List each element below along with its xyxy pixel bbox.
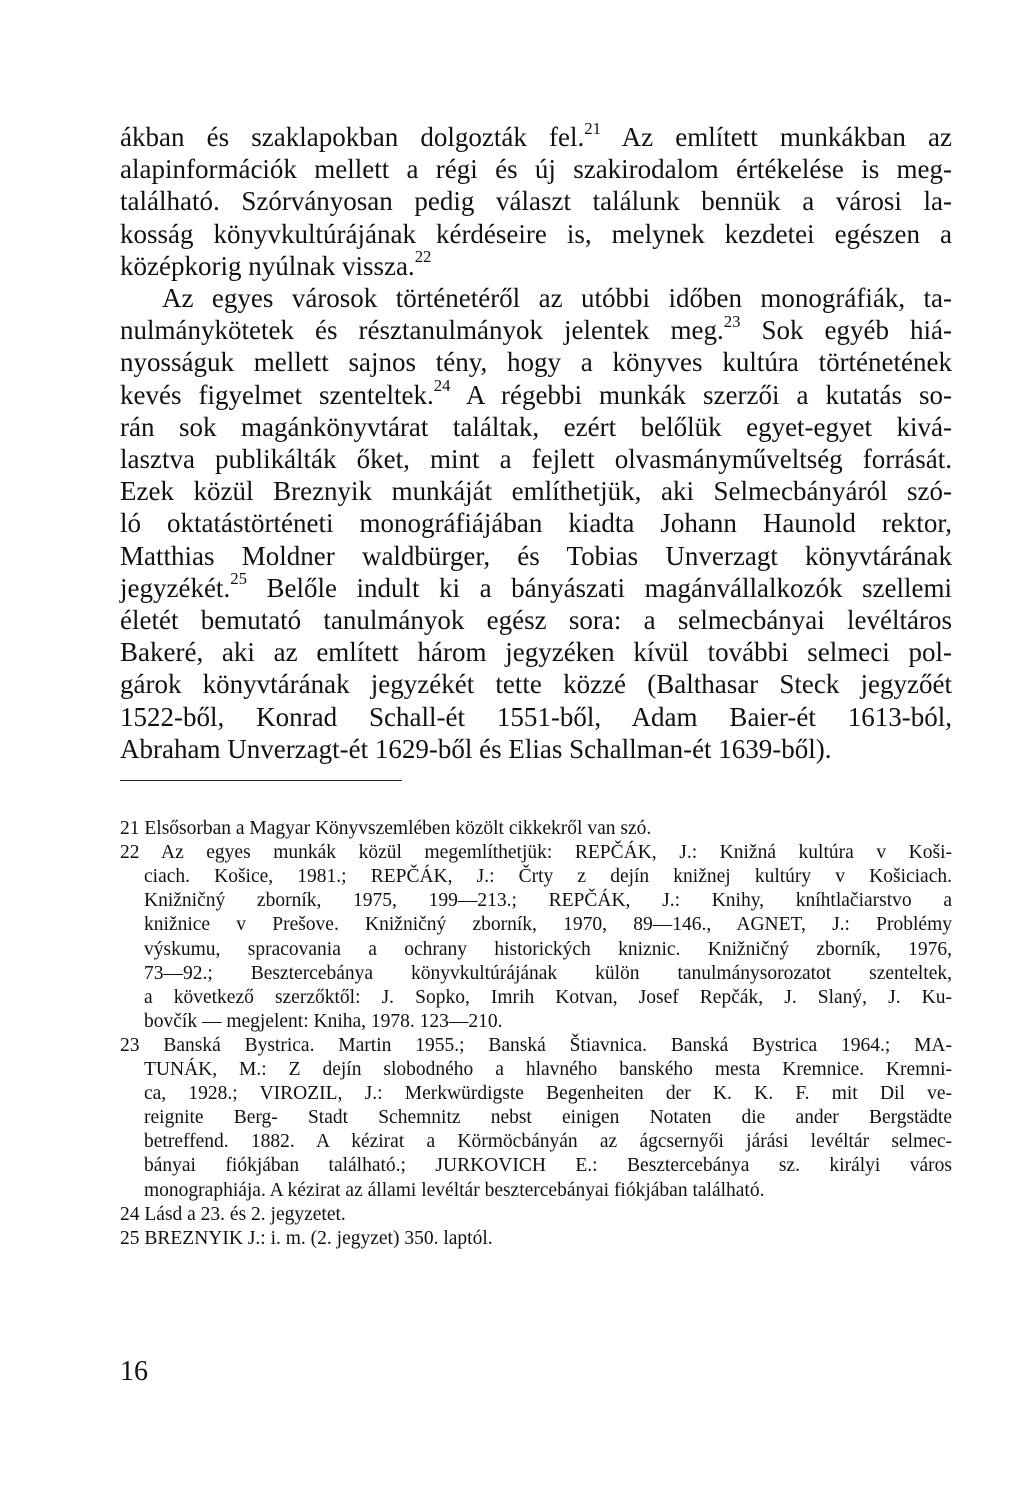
body-line-text: nyosságuk mellett sajnos tény, hogy a könyves kultúra történetének <box>120 347 952 378</box>
body-line <box>120 311 952 346</box>
body-line <box>120 668 952 700</box>
body-line <box>120 185 952 217</box>
footnote-reference: 22 <box>414 247 432 267</box>
footnote-line: knižnice v Prešove. Knižničný zborník, 1970, 89—146., AGNET, J.: Problémy <box>144 914 952 936</box>
footnote-line: výskumu, spracovania a ochrany historických kniznic. Knižničný zborník, 1976, <box>144 938 952 960</box>
body-line-text: Az egyes városok történetéről az utóbbi időben monográfiák, ta- <box>162 283 952 313</box>
footnote-line: TUNÁK, M.: Z dejín slobodného a hlavného banského mesta Kremnice. Kremni- <box>144 1059 952 1080</box>
body-line-text: A régebbi munkák szerzői a kutatás so- <box>450 379 952 410</box>
body-line-text: kosság könyvkultúrájának kérdéseire is, melynek kezdetei egészen a <box>120 218 952 249</box>
footnote-line: 22 Az egyes munkák közül megemlíthetjük: REPČÁK, J.: Knižná kultúra v Koši- <box>120 842 952 864</box>
body-line <box>162 282 952 314</box>
footnote-line: 25 BREZNYIK J.: i. m. (2. jegyzet) 350. laptól. <box>120 1227 493 1249</box>
footnote-line: monographiája. A kézirat az állami levéltár besztercebányai fiókjában található. <box>144 1179 765 1201</box>
body-line <box>120 733 952 765</box>
body-line-text: jegyzékét. <box>120 572 231 603</box>
footnote-reference: 23 <box>723 311 741 331</box>
body-line-text: rán sok magánkönyvtárat találtak, ezért belőlük egyet-egyet kivá- <box>120 411 952 442</box>
body-line <box>120 247 952 282</box>
body-line-text: 1522-ből, Konrad Schall-ét 1551-ből, Adam Baier-ét 1613-ból, <box>120 701 952 732</box>
body-line-text: nulmánykötetek és résztanulmányok jelentek meg. <box>120 315 724 346</box>
body-line <box>120 376 952 411</box>
body-line-text: gárok könyvtárának jegyzékét tette közzé (Balthasar Steck jegyzőét <box>120 669 952 700</box>
body-line <box>120 153 952 185</box>
body-line-text: lasztva publikálták őket, mint a fejlett olvasmányműveltség forrását. <box>120 444 952 474</box>
body-line <box>120 636 952 668</box>
body-line <box>120 118 952 153</box>
body-line-text: Matthias Moldner waldbürger, és Tobias Unverzagt könyvtárának <box>120 540 952 571</box>
page-number: 16 <box>120 1356 148 1387</box>
body-line-text: Belőle indult ki a bányászati magánvállalkozók szellemi <box>246 572 952 603</box>
footnote-line: betreffend. 1882. A kézirat a Körmöcbányán az ágcsernyői járási levéltár selmec- <box>144 1131 952 1153</box>
body-line <box>120 218 952 250</box>
body-line-text: Az említett munkákban az <box>600 122 952 152</box>
footnote-line: Knižničný zborník, 1975, 199—213.; REPČÁK, J.: Knihy, kníhtlačiarstvo a <box>144 890 952 912</box>
footnote-line: 23 Banská Bystrica. Martin 1955.; Banská Štiavnica. Banská Bystrica 1964.; MA- <box>120 1034 952 1056</box>
body-line <box>120 540 952 572</box>
body-line <box>120 411 952 443</box>
body-line-text: Sok egyéb hiá- <box>740 315 952 346</box>
body-line-text: Ezek közül Breznyik munkáját említhetjük, aki Selmecbányáról szó- <box>120 476 952 507</box>
body-line-text: ló oktatástörténeti monográfiájában kiadta Johann Haunold rektor, <box>120 508 952 539</box>
footnote-line: bovčík — megjelent: Kniha, 1978. 123—210. <box>144 1010 503 1032</box>
footnote-reference: 25 <box>230 569 247 589</box>
body-line-text: életét bemutató tanulmányok egész sora: a selmecbányai levéltáros <box>120 605 952 635</box>
footnote-separator-rule <box>120 780 402 781</box>
footnote-line: reignite Berg- Stadt Schemnitz nebst einigen Notaten die ander Bergstädte <box>144 1107 952 1129</box>
footnote-reference: 24 <box>433 376 451 396</box>
footnote-line: 73—92.; Besztercebánya könyvkultúrájának külön tanulmánysorozatot szenteltek, <box>144 962 952 984</box>
body-line <box>120 346 952 378</box>
footnote-reference: 21 <box>584 118 601 138</box>
footnote-line: ciach. Košice, 1981.; REPČÁK, J.: Črty z dejín knižnej kultúry v Košiciach. <box>144 866 952 888</box>
body-line <box>120 507 952 539</box>
body-line-text: alapinformációk mellett a régi és új szakirodalom értékelése is meg- <box>120 154 952 185</box>
footnote-line: a következő szerzőktől: J. Sopko, Imrih Kotvan, Josef Repčák, J. Slaný, J. Ku- <box>144 986 952 1008</box>
body-line <box>120 569 952 604</box>
body-line <box>120 604 952 636</box>
body-line-text: középkorig nyúlnak vissza. <box>120 250 415 281</box>
body-line-text: Bakeré, aki az említett három jegyzéken kívül további selmeci pol- <box>120 637 952 668</box>
body-line-text: kevés figyelmet szenteltek. <box>120 379 434 410</box>
footnote-line: bányai fiókjában található.; JURKOVICH E.: Besztercebánya sz. királyi város <box>144 1155 952 1177</box>
body-line-text: található. Szórványosan pedig választ találunk bennük a városi la- <box>120 186 952 217</box>
body-line <box>120 701 952 733</box>
footnote-line: ca, 1928.; VIROZIL, J.: Merkwürdigste Begenheiten der K. K. F. mit Dil ve- <box>144 1083 952 1105</box>
footnote-line: 24 Lásd a 23. és 2. jegyzetet. <box>120 1203 346 1225</box>
footnote-line: 21 Elsősorban a Magyar Könyvszemlében közölt cikkekről van szó. <box>120 818 652 839</box>
body-line <box>120 443 952 475</box>
body-line <box>120 475 952 507</box>
body-line-text: Abraham Unverzagt-ét 1629-ből és Elias Schallman-ét 1639-ből). <box>120 733 832 764</box>
body-line-text: ákban és szaklapokban dolgozták fel. <box>120 122 585 152</box>
